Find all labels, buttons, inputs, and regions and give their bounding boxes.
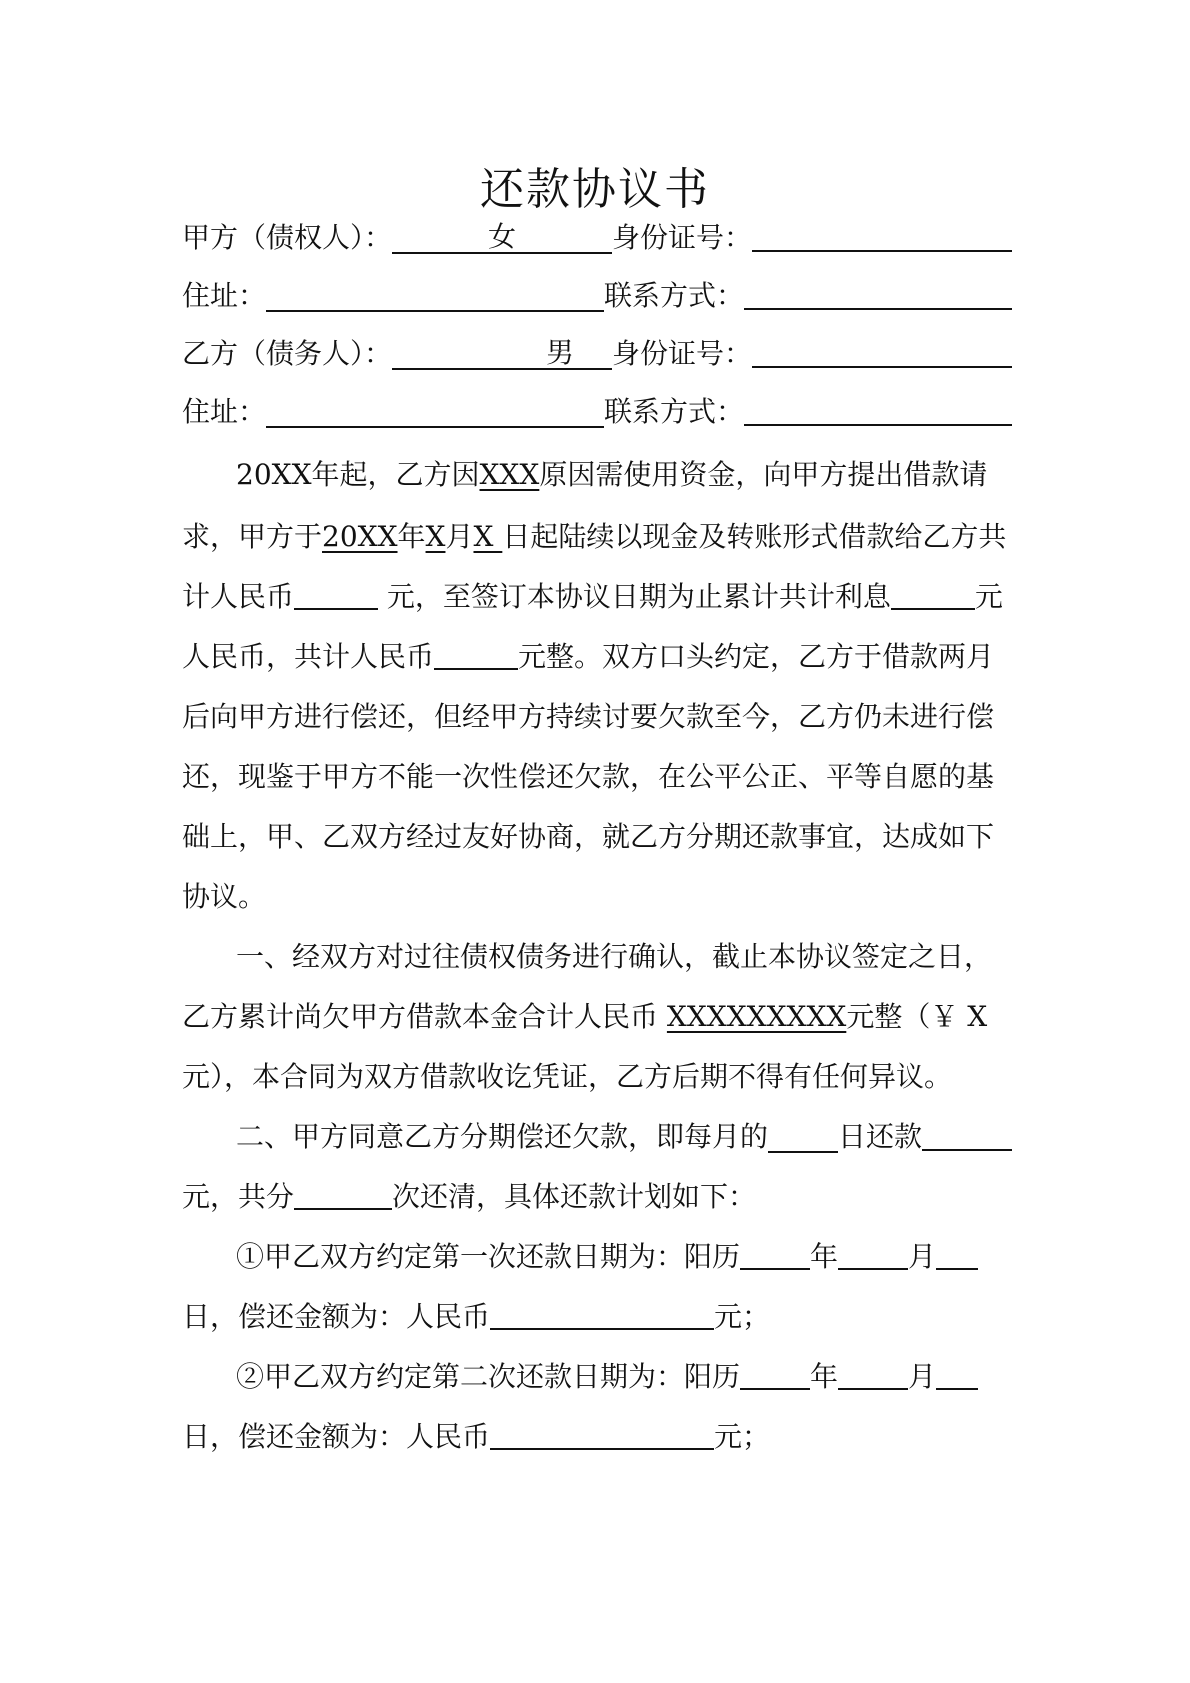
party-b-name-value: 男 bbox=[546, 336, 575, 369]
plan-text: 年 bbox=[810, 1240, 839, 1273]
party-b-address-field[interactable] bbox=[266, 396, 604, 428]
intro-line-7: 础上，甲、乙双方经过友好协商，就乙方分期还款事宜，达成如下 bbox=[182, 820, 995, 853]
debt-amount-value: XXXXXXXXX bbox=[666, 1000, 847, 1033]
plan-1-amount-blank[interactable] bbox=[490, 1298, 714, 1330]
plan-1-day-blank[interactable] bbox=[936, 1238, 978, 1270]
party-b-id-label: 身份证号： bbox=[612, 337, 753, 370]
clause1-text: 乙方累计尚欠甲方借款本金合计人民币 bbox=[182, 1000, 667, 1033]
intro-line-1 bbox=[236, 455, 1012, 495]
installment-count-blank[interactable] bbox=[294, 1178, 392, 1210]
plan-2-amount-blank[interactable] bbox=[490, 1418, 714, 1450]
principal-blank[interactable] bbox=[294, 578, 378, 610]
party-b-contact-label: 联系方式： bbox=[604, 395, 745, 428]
intro-text: 求，甲方于 bbox=[182, 520, 323, 553]
party-a-id-field[interactable] bbox=[752, 220, 1012, 252]
intro-text: 原因需使用资金，向甲方提出借款请 bbox=[539, 458, 988, 491]
clause1-line-1: 一、经双方对过往债权债务进行确认，截止本协议签定之日， bbox=[236, 940, 993, 973]
monthly-day-blank[interactable] bbox=[768, 1121, 838, 1153]
clause2-text: 次还清，具体还款计划如下： bbox=[392, 1180, 757, 1213]
party-b-label: 乙方（债务人）： bbox=[182, 337, 393, 370]
intro-text: 年 bbox=[397, 520, 426, 553]
intro-text: 20XX年起，乙方因 bbox=[236, 458, 480, 491]
document-title: 还款协议书 bbox=[480, 164, 710, 215]
plan-text: 元； bbox=[714, 1300, 771, 1333]
plan-1-month-blank[interactable] bbox=[838, 1238, 908, 1270]
party-b-id-field[interactable] bbox=[752, 336, 1012, 368]
intro-line-6: 还，现鉴于甲方不能一次性偿还欠款，在公平公正、平等自愿的基 bbox=[182, 760, 995, 793]
loan-day-value: X bbox=[473, 520, 503, 553]
plan-text: 日，偿还金额为：人民币 bbox=[182, 1300, 491, 1333]
clause1-text: 元整（￥ X bbox=[846, 1000, 988, 1033]
reason-value: XXX bbox=[479, 458, 540, 491]
plan-item-1-line-1 bbox=[236, 1237, 1012, 1277]
plan-text: ①甲乙双方约定第一次还款日期为：阳历 bbox=[236, 1240, 741, 1273]
intro-text: 元，至签订本协议日期为止累计共计利息 bbox=[378, 580, 891, 613]
party-a-name-field[interactable]: 女 bbox=[392, 222, 612, 254]
monthly-amount-blank[interactable] bbox=[922, 1119, 1012, 1151]
intro-text: 月 bbox=[445, 520, 474, 553]
loan-year-value: 20XX bbox=[322, 520, 398, 553]
plan-2-day-blank[interactable] bbox=[936, 1358, 978, 1390]
party-a-row bbox=[182, 218, 1012, 258]
party-b-address-label: 住址： bbox=[182, 395, 267, 428]
clause2-line-1 bbox=[236, 1117, 1012, 1157]
clause1-line-2 bbox=[182, 997, 1012, 1037]
party-b-row bbox=[182, 334, 1012, 374]
clause2-text: 二、甲方同意乙方分期偿还欠款，即每月的 bbox=[236, 1120, 769, 1153]
party-a-address-field[interactable] bbox=[266, 280, 604, 312]
party-a-address-label: 住址： bbox=[182, 279, 267, 312]
party-a-contact-field[interactable] bbox=[744, 278, 1012, 310]
party-b-contact-field[interactable] bbox=[744, 394, 1012, 426]
clause1-line-3: 元），本合同为双方借款收讫凭证，乙方后期不得有任何异议。 bbox=[182, 1060, 953, 1093]
total-blank[interactable] bbox=[434, 638, 518, 670]
intro-text: 元整。双方口头约定，乙方于借款两月 bbox=[518, 640, 995, 673]
intro-line-4 bbox=[182, 637, 1012, 677]
loan-month-value: X bbox=[425, 520, 446, 553]
plan-text: 月 bbox=[908, 1360, 937, 1393]
party-a-label: 甲方（债权人）： bbox=[182, 221, 393, 254]
party-b-name-field[interactable] bbox=[392, 338, 612, 370]
intro-text: 计人民币 bbox=[182, 580, 295, 613]
intro-line-3 bbox=[182, 577, 1012, 617]
plan-item-2-line-2 bbox=[182, 1417, 1012, 1457]
plan-2-year-blank[interactable] bbox=[740, 1358, 810, 1390]
intro-text: 日起陆续以现金及转账形式借款给乙方共 bbox=[502, 520, 1007, 553]
plan-text: 月 bbox=[908, 1240, 937, 1273]
plan-text: 年 bbox=[810, 1360, 839, 1393]
plan-text: ②甲乙双方约定第二次还款日期为：阳历 bbox=[236, 1360, 741, 1393]
plan-item-2-line-1 bbox=[236, 1357, 1012, 1397]
plan-text: 日，偿还金额为：人民币 bbox=[182, 1420, 491, 1453]
plan-text: 元； bbox=[714, 1420, 771, 1453]
intro-line-8: 协议。 bbox=[182, 880, 267, 913]
plan-1-year-blank[interactable] bbox=[740, 1238, 810, 1270]
party-b-address-row bbox=[182, 392, 1012, 432]
clause2-text: 元，共分 bbox=[182, 1180, 295, 1213]
plan-item-1-line-2 bbox=[182, 1297, 1012, 1337]
plan-2-month-blank[interactable] bbox=[838, 1358, 908, 1390]
clause2-line-2 bbox=[182, 1177, 1012, 1217]
interest-blank[interactable] bbox=[891, 578, 975, 610]
party-a-id-label: 身份证号： bbox=[612, 221, 753, 254]
intro-line-5: 后向甲方进行偿还，但经甲方持续讨要欠款至今，乙方仍未进行偿 bbox=[182, 700, 995, 733]
clause2-text: 日还款 bbox=[838, 1120, 923, 1153]
party-a-contact-label: 联系方式： bbox=[604, 279, 745, 312]
intro-line-2 bbox=[182, 517, 1012, 557]
party-a-address-row bbox=[182, 276, 1012, 316]
intro-text: 元 bbox=[974, 580, 1003, 613]
intro-text: 人民币，共计人民币 bbox=[182, 640, 435, 673]
